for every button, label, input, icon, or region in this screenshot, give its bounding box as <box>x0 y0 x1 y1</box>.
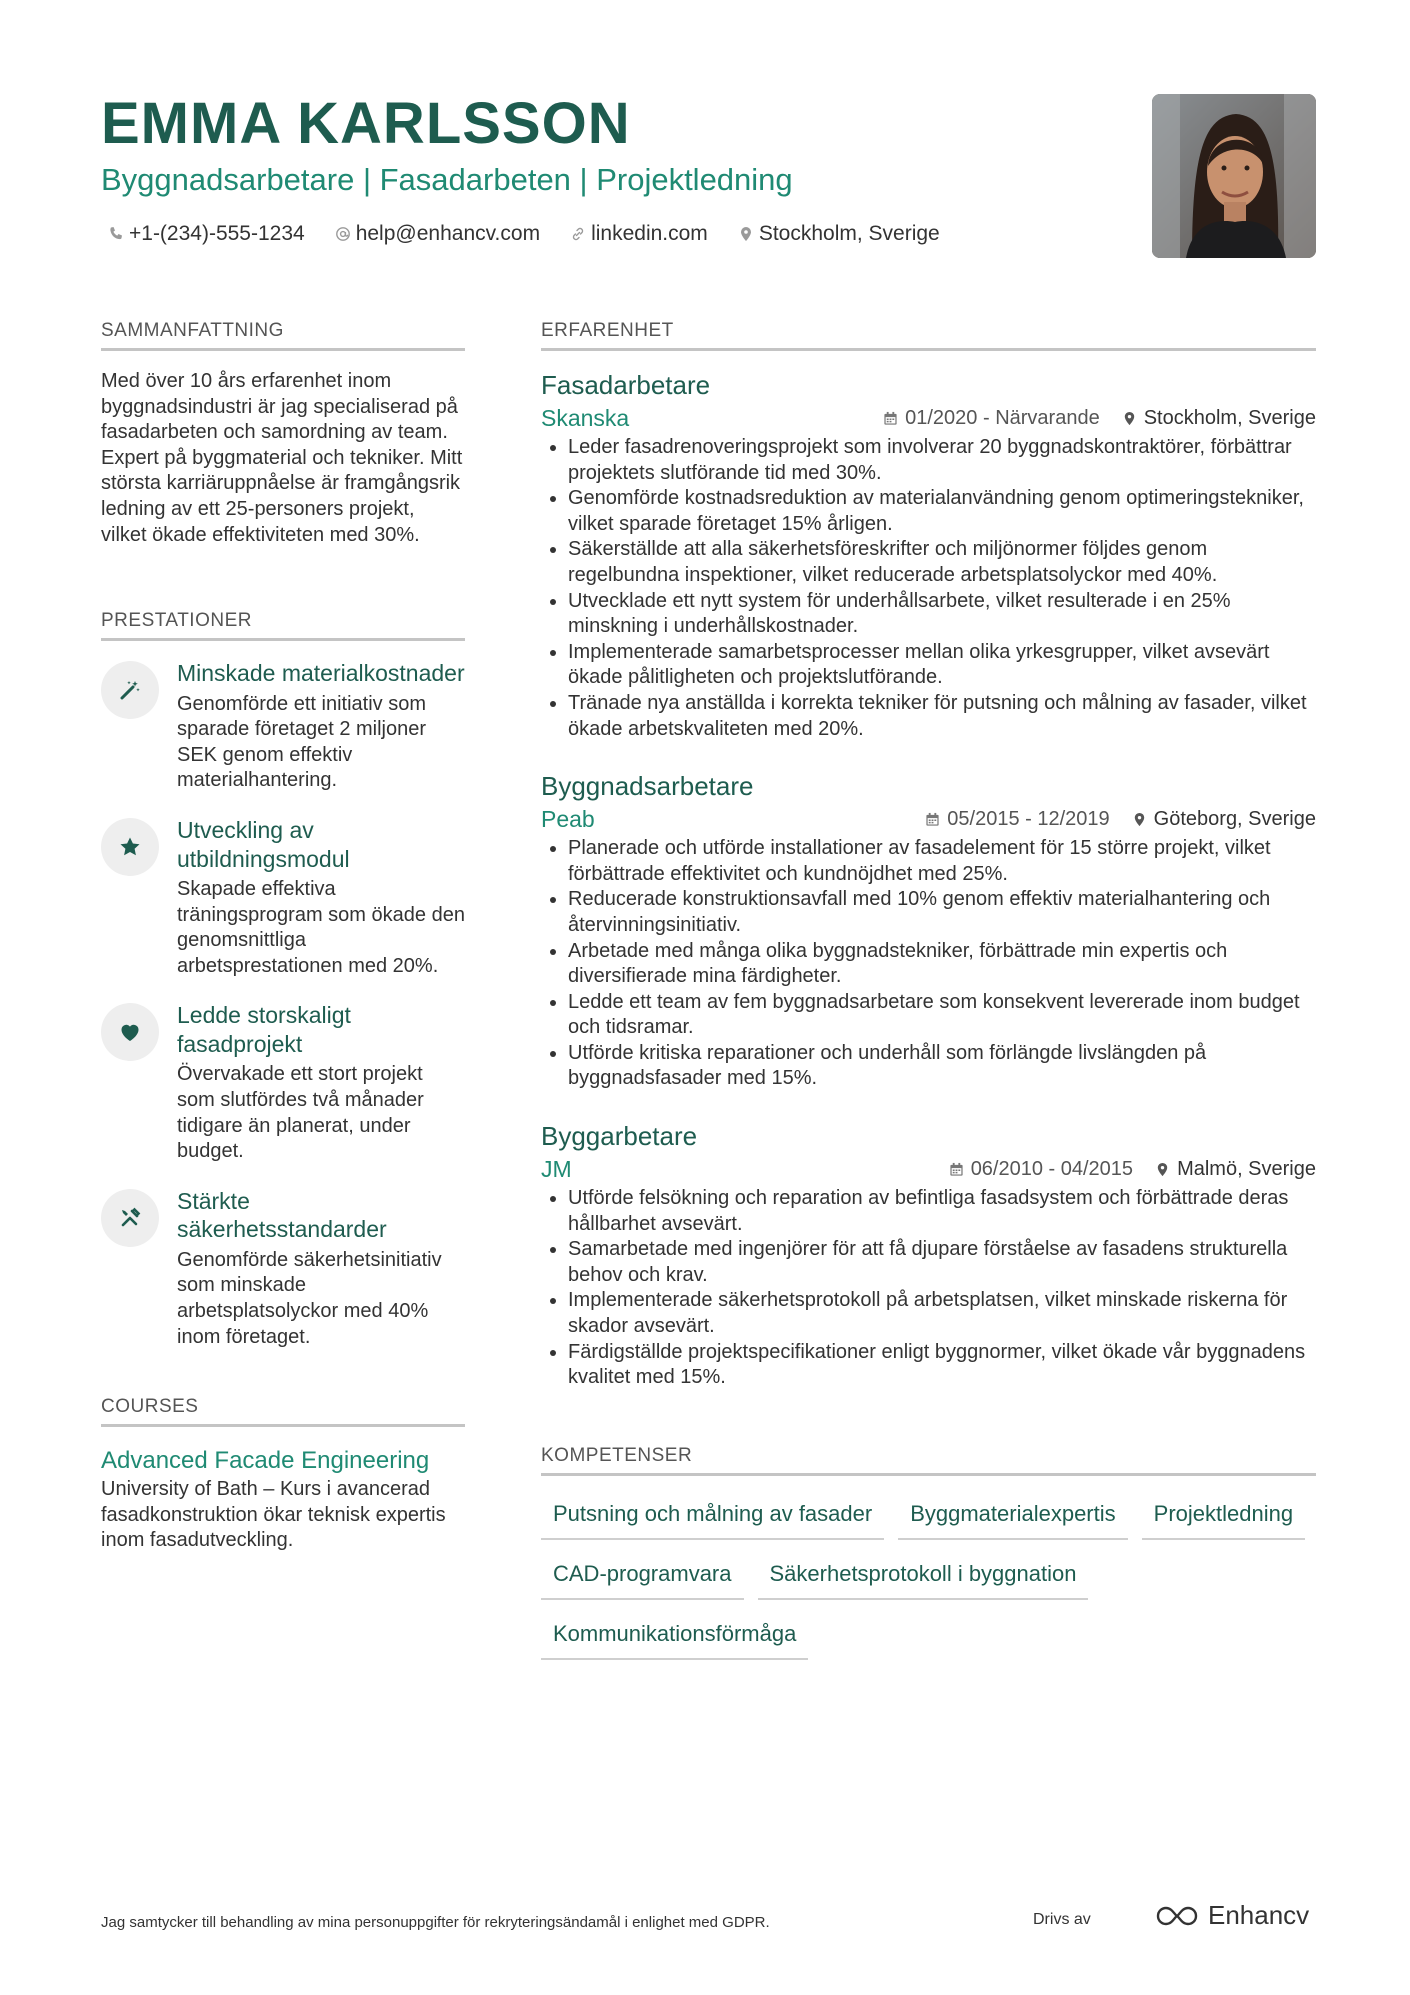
achievement-item <box>101 1001 465 1164</box>
candidate-name: EMMA KARLSSON <box>101 91 631 156</box>
job-bullets <box>541 836 1316 1092</box>
company-name: JM <box>541 1156 572 1183</box>
skill-tag: Säkerhetsprotokoll i byggnation <box>758 1554 1089 1600</box>
profile-photo <box>1152 94 1316 258</box>
skills-heading: KOMPETENSER <box>541 1443 1316 1476</box>
company-name: Peab <box>541 806 595 833</box>
bullet-item: • Planerade och utförde installationer av fasadelement för 15 större projekt, vilket förbättrade effektivitet och kundnöjdhet med 25%. <box>568 836 1316 887</box>
enhancv-logo[interactable] <box>1154 1900 1309 1931</box>
bullet-item: • Leder fasadrenoveringsprojekt som involverar 20 byggnadskontraktörer, förbättrar projektets slutförande tid med 30%. <box>568 435 1316 486</box>
contact-phone[interactable] <box>108 218 305 250</box>
gdpr-consent-text: Jag samtycker till behandling av mina personuppgifter för rekryteringsändamål i enlighet med GDPR. <box>101 1914 770 1931</box>
bullet-item: • Implementerade samarbetsprocesser mellan olika yrkesgrupper, vilket avsevärt ökade pålitligheten och projektslutförande. <box>568 640 1316 691</box>
job-title: Byggarbetare <box>541 1121 698 1152</box>
phone-text: +1-(234)-555-1234 <box>129 222 305 245</box>
course-description: University of Bath – Kurs i avancerad fasadkonstruktion ökar teknisk expertis inom fasadutveckling. <box>101 1478 446 1552</box>
location-pin-icon <box>1122 411 1137 426</box>
bullet-item: • Arbetade med många olika byggnadstekniker, förbättrade min expertis och diversifierade mina färdigheter. <box>568 939 1316 990</box>
location-pin-icon <box>1132 812 1147 827</box>
bullet-item: • Implementerade säkerhetsprotokoll på arbetsplatsen, vilket minskade riskerna för skador avsevärt. <box>568 1288 1316 1339</box>
achievement-description: Övervakade ett stort projekt som slutfördes två månader tidigare än planerat, under budget. <box>177 1063 424 1163</box>
skills-list <box>541 1494 1316 1660</box>
heart-icon <box>101 1003 159 1061</box>
location-pin-icon <box>1155 1162 1170 1177</box>
achievements-list <box>101 659 465 1350</box>
skill-tag: Byggmaterialexpertis <box>898 1494 1127 1540</box>
achievement-description: Genomförde ett initiativ som sparade företaget 2 miljoner SEK genom effektiv materialhantering. <box>177 692 427 792</box>
infinity-logo-icon <box>1154 1904 1200 1928</box>
job-meta <box>541 403 1316 433</box>
achievement-title: Ledde storskaligt fasadprojekt <box>177 1002 351 1057</box>
job-dates: 05/2015 - 12/2019 <box>947 808 1110 831</box>
summary-heading: SAMMANFATTNING <box>101 318 465 351</box>
calendar-icon <box>925 812 940 827</box>
company-name: Skanska <box>541 405 630 431</box>
portrait-image <box>1152 94 1316 258</box>
courses-heading: COURSES <box>101 1394 465 1427</box>
job-dates: 01/2020 - Närvarande <box>905 407 1100 429</box>
left-column <box>101 318 465 1554</box>
email-text: help@enhancv.com <box>355 222 541 245</box>
job-entry <box>541 1118 1316 1391</box>
job-location: Stockholm, Sverige <box>1143 407 1316 429</box>
skill-tag: Putsning och målning av fasader <box>541 1494 884 1540</box>
link-icon <box>570 226 586 242</box>
job-meta <box>541 1154 1316 1184</box>
bullet-item: • Färdigställde projektspecifikationer enligt byggnormer, vilket ökade vår byggnadens kvalitet med 15%. <box>568 1340 1316 1391</box>
location-pin-icon <box>738 226 754 242</box>
experience-heading: ERFARENHET <box>541 318 1316 351</box>
achievement-item <box>101 1187 465 1350</box>
job-entry <box>541 367 1316 742</box>
job-title: Fasadarbetare <box>541 370 711 400</box>
calendar-icon <box>949 1162 964 1177</box>
achievement-item <box>101 816 465 979</box>
course-title: Advanced Facade Engineering <box>101 1447 430 1475</box>
job-bullets <box>541 1186 1316 1391</box>
bullet-item: • Utförde felsökning och reparation av befintliga fasadsystem och förbättrade deras hållbarhet avsevärt. <box>568 1186 1316 1237</box>
bullet-item: • Genomförde kostnadsreduktion av materialanvändning genom optimeringstekniker, vilket sparade företaget 15% årligen. <box>568 486 1316 537</box>
job-entry <box>541 768 1316 1092</box>
achievement-description: Genomförde säkerhetsinitiativ som minskade arbetsplatsolyckor med 40% inom företaget. <box>177 1248 442 1348</box>
achievement-title: Stärkte säkerhetsstandarder <box>177 1187 387 1243</box>
achievements-heading: PRESTATIONER <box>101 608 465 641</box>
job-location: Malmö, Sverige <box>1177 1158 1316 1181</box>
contact-row <box>108 218 940 250</box>
job-location: Göteborg, Sverige <box>1153 808 1316 831</box>
bullet-item: • Utvecklade ett nytt system för underhållsarbete, vilket resulterade i en 25% minskning i underhållskostnader. <box>568 589 1316 640</box>
contact-location <box>738 218 940 250</box>
job-dates: 06/2010 - 04/2015 <box>970 1158 1134 1181</box>
brand-name: Enhancv <box>1208 1900 1310 1930</box>
bullet-item: • Säkerställde att alla säkerhetsföreskrifter och miljönormer följdes genom regelbundna inspektioner, vilket reducerade arbetsplatsolyckor med 40%. <box>568 537 1316 588</box>
contact-email[interactable] <box>335 218 540 250</box>
achievement-item <box>101 659 465 794</box>
calendar-icon <box>883 411 898 426</box>
achievement-title: Minskade materialkostnader <box>177 660 465 687</box>
powered-by-label: Drivs av <box>1033 1911 1091 1928</box>
bullet-item: • Utförde kritiska reparationer och underhåll som förlängde livslängden på byggnadsfasader med 15%. <box>568 1041 1316 1092</box>
achievement-title: Utveckling av utbildningsmodul <box>177 817 350 872</box>
magic-wand-icon <box>101 661 159 719</box>
skill-tag: Projektledning <box>1142 1494 1305 1540</box>
job-meta <box>541 804 1316 834</box>
location-text: Stockholm, Sverige <box>758 222 940 245</box>
skill-tag: Kommunikationsförmåga <box>541 1614 808 1660</box>
candidate-title: Byggnadsarbetare | Fasadarbeten | Projektledning <box>101 162 793 197</box>
right-column <box>541 318 1316 1660</box>
tools-icon <box>101 1189 159 1247</box>
linkedin-text: linkedin.com <box>591 222 708 245</box>
star-icon <box>101 818 159 876</box>
job-title: Byggnadsarbetare <box>541 771 754 802</box>
skill-tag: CAD-programvara <box>541 1554 744 1600</box>
bullet-item: • Samarbetade med ingenjörer för att få djupare förståelse av fasadens strukturella behov och krav. <box>568 1237 1316 1288</box>
bullet-item: • Reducerade konstruktionsavfall med 10% genom effektiv materialhantering och återvinningsinitiativ. <box>568 887 1316 938</box>
at-icon <box>335 226 351 242</box>
contact-linkedin[interactable] <box>570 218 708 250</box>
phone-icon <box>108 226 124 242</box>
job-bullets <box>541 435 1316 742</box>
summary-text: Med över 10 års erfarenhet inom byggnadsindustri är jag specialiserad på fasadarbeten och samordning av team. Expert på byggmaterial och tekniker. Mitt största karriäruppnåelse är framgångsrik ledning av ett 25-personers projekt, vilket ökade effektiviteten med 30%. <box>101 370 463 546</box>
bullet-item: • Ledde ett team av fem byggnadsarbetare som konsekvent levererade inom budget och tidsramar. <box>568 990 1316 1041</box>
bullet-item: • Tränade nya anställda i korrekta tekniker för putsning och målning av fasader, vilket ökade arbetskvaliteten med 20%. <box>568 691 1316 742</box>
achievement-description: Skapade effektiva träningsprogram som ökade den genomsnittliga arbetsprestationen med 20%. <box>177 878 465 977</box>
